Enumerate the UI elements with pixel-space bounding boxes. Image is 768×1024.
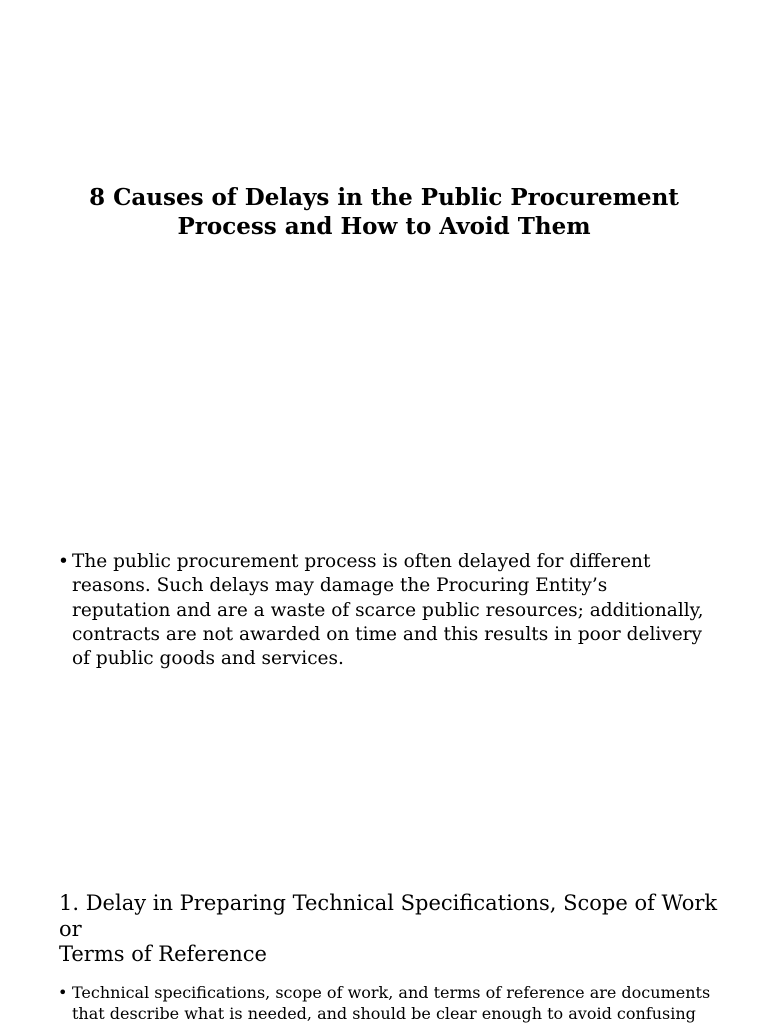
section-text-line: Technical specifications, scope of work, and terms of reference are documents — [72, 983, 711, 1002]
title-line: Process and How to Avoid Them — [177, 213, 591, 240]
intro-bullet-list — [58, 550, 714, 671]
intro-bullet-item — [58, 550, 714, 671]
bullet-icon: • — [58, 983, 68, 1002]
title-line: 8 Causes of Delays in the Public Procurement — [89, 184, 679, 211]
intro-text-line: The public procurement process is often delayed for different — [72, 551, 651, 572]
intro-text-line: reasons. Such delays may damage the Procuring Entity’s — [72, 575, 608, 597]
section-heading — [59, 891, 729, 968]
section-bullet-item — [58, 983, 718, 1024]
intro-text-line: reputation and are a waste of scarce public resources; additionally, — [72, 599, 704, 621]
section-heading-line: 1. Delay in Preparing Technical Specifications, Scope of Work or — [59, 891, 718, 941]
page-title — [60, 183, 708, 241]
intro-text-line: of public goods and services. — [72, 648, 344, 670]
section-text-line: that describe what is needed, and should be clear enough to avoid confusing — [72, 1003, 696, 1023]
bullet-icon: • — [58, 551, 69, 572]
intro-text-line: contracts are not awarded on time and this results in poor delivery — [72, 623, 702, 645]
section-heading-line: Terms of Reference — [59, 942, 267, 966]
section-bullet-list — [58, 983, 718, 1024]
